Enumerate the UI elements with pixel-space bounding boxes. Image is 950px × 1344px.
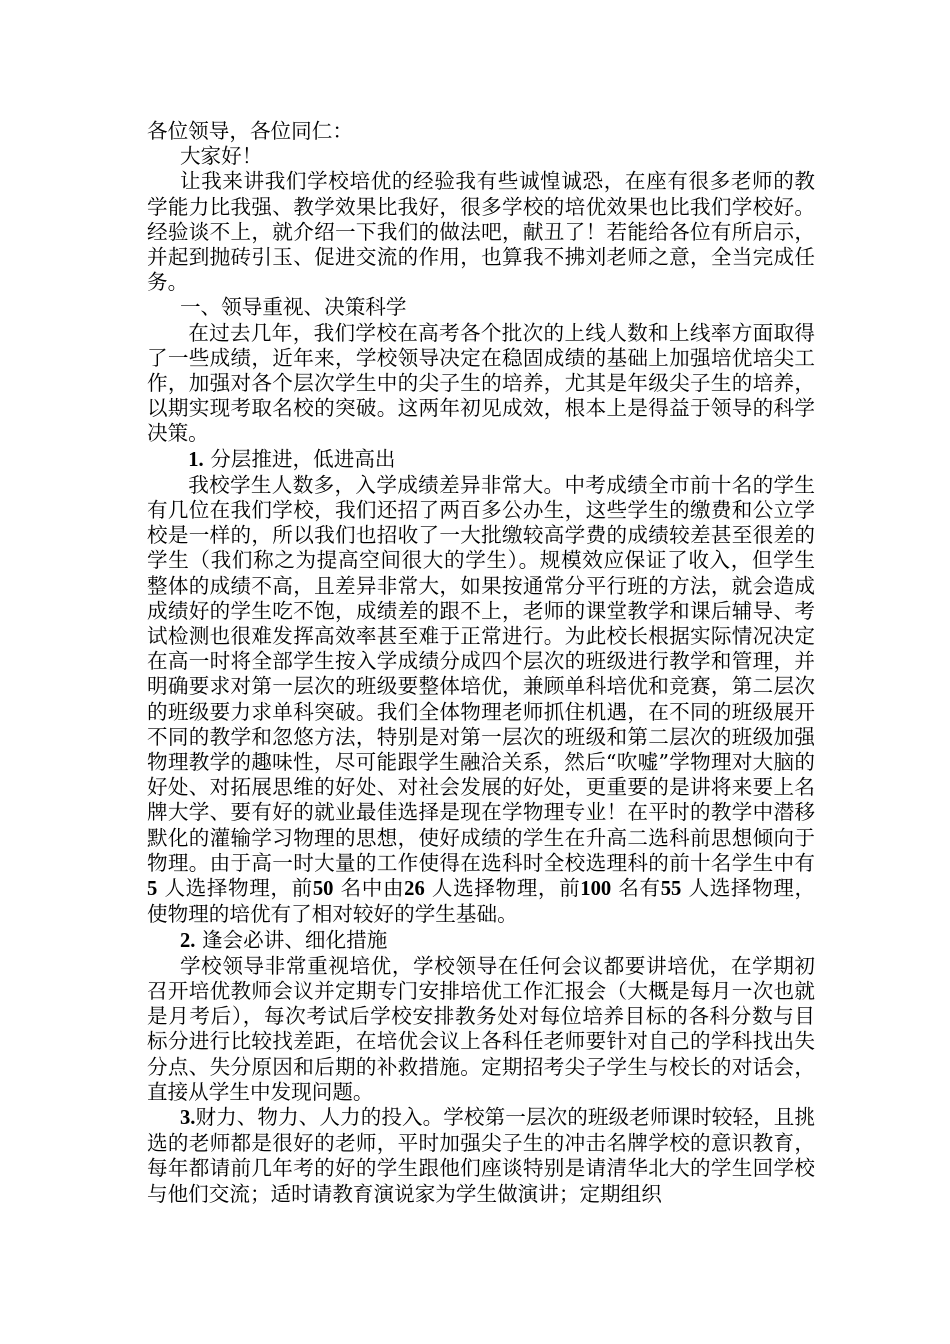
subsection1-text-d: 名有 [618, 876, 661, 901]
subsection2-paragraph: 学校领导非常重视培优，学校领导在任何会议都要讲培优，在学期初召开培优教师会议并定期专门安排培优工作汇报会（大概是每月一次也就是月考后），每次考试后学校安排教务处对每位培养目标的各科分数与目标分进行比较找差距，在培优会议上各科任老师要针对自己的学科找出失分点、失分原因和后期的补救措施。定期招考尖子学生与校长的对话会，直接从学生中发现问题。 [147, 953, 815, 1104]
subsection1-paragraph [147, 473, 815, 928]
document-page [147, 119, 815, 1207]
subsection2-heading [147, 928, 815, 954]
subsection1-title: 分层推进，低进高出 [210, 446, 396, 471]
subsection1-text-a: 人选择物理，前 [164, 876, 313, 901]
intro-paragraph: 让我来讲我们学校培优的经验我有些诚惶诚恐，在座有很多老师的教学能力比我强、教学效果比我好，很多学校的培优效果也比我们学校好。经验谈不上，就介绍一下我们的做法吧，献丑了！若能给各位有所启示，并起到抛砖引玉、促进交流的作用，也算我不拂刘老师之意，全当完成任务。 [147, 169, 815, 295]
subsection1-text-c: 人选择物理，前 [431, 876, 581, 901]
section1-title: 一、领导重视、决策科学 [179, 295, 407, 320]
subsection1-heading [147, 447, 815, 473]
subsection1-number: 1. [188, 448, 204, 471]
subsection1-number-c: 26 [404, 878, 425, 901]
subsection2-number: 2. [179, 929, 196, 952]
subsection1-number-d: 100 [580, 878, 612, 901]
subsection1-tail: 人选择物理，使物理的培优有了相对较好的学生基础。 [147, 876, 816, 927]
subsection1-number-b: 50 [312, 878, 334, 901]
subsection1-number-e: 55 [660, 878, 682, 901]
section1-paragraph: 在过去几年，我们学校在高考各个批次的上线人数和上线率方面取得了一些成绩，近年来，学校领导决定在稳固成绩的基础上加强培优培尖工作，加强对各个层次学生中的尖子生的培养，尤其是年级尖子生的培养，以期实现考取名校的突破。这两年初见成效，根本上是得益于领导的科学决策。 [147, 320, 815, 446]
subsection1-number-a: 5 [147, 878, 158, 901]
salutation: 各位领导，各位同仁： [147, 119, 353, 143]
subsection3-number: 3. [179, 1106, 196, 1129]
subsection3-paragraph [147, 1105, 815, 1207]
subsection1-text-b: 名中由 [340, 876, 405, 901]
greeting: 大家好！ [179, 144, 263, 169]
subsection2-title: 逢会必讲、细化措施 [201, 927, 388, 952]
subsection3-body: 财力、物力、人力的投入。学校第一层次的班级老师课时较轻，且挑选的老师都是很好的老师，平时加强尖子生的冲击名牌学校的意识教育，每年都请前几年考的好的学生跟他们座谈特别是请清华北大的学生回学校与他们交流；适时请教育演说家为学生做演讲；定期组织 [147, 1104, 815, 1206]
subsection1-body: 我校学生人数多，入学成绩差异非常大。中考成绩全市前十名的学生有几位在我们学校，我们还招了两百多公办生，这些学生的缴费和公立学校是一样的，所以我们也招收了一大批缴较高学费的成绩较差甚至很差的学生（我们称之为提高空间很大的学生）。规模效应保证了收入，但学生整体的成绩不高，且差异非常大，如果按通常分平行班的方法，就会造成成绩好的学生吃不饱，成绩差的跟不上，老师的课堂教学和课后辅导、考试检测也很难发挥高效率甚至难于正常进行。为此校长根据实际情况决定在高一时将全部学生按入学成绩分成四个层次的班级进行教学和管理，并明确要求对第一层次的班级要整体培优，兼顾单科培优和竞赛，第二层次的班级要力求单科突破。我们全体物理老师抓住机遇，在不同的班级展开不同的教学和忽悠方法，特别是对第一层次的班级和第二层次的班级加强物理教学的趣味性，尽可能跟学生融洽关系，然后“吹嘘”学物理对大脑的好处、对拓展思维的好处、对社会发展的好处，更重要的是讲将来要上名牌大学、要有好的就业最佳选择是现在学物理专业！在平时的教学中潜移默化的灌输学习物理的思想，使好成绩的学生在升高二选科前思想倾向于物理。由于高一时大量的工作使得在选科时全校选理科的前十名学生中有 [147, 472, 815, 875]
